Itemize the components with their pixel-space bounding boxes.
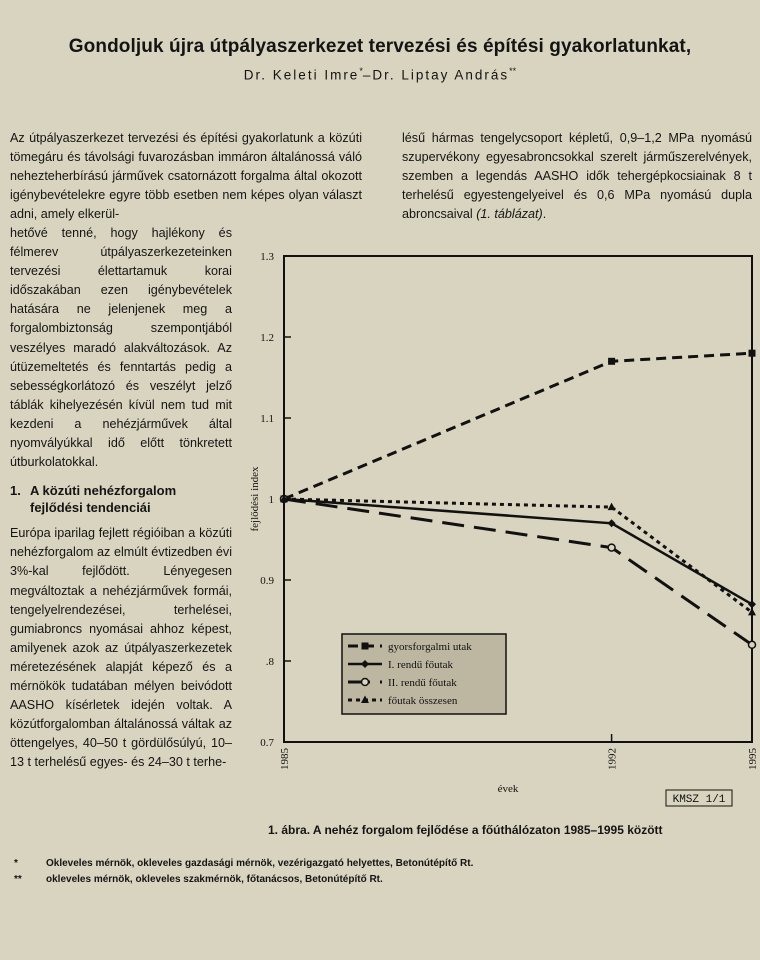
x-tick-label: 1985 (279, 748, 291, 770)
x-axis-label: évek (497, 783, 519, 795)
y-tick-label: 1 (268, 494, 274, 506)
article-title: Gondoljuk újra útpályaszerkezet tervezési és építési gyakorlatunkat, (68, 36, 692, 57)
y-tick-label: 0.9 (260, 575, 274, 587)
y-tick-label: 1.3 (260, 251, 274, 263)
table-reference[interactable]: (1. táblázat) (476, 207, 543, 222)
author-line (0, 66, 760, 83)
data-point (608, 544, 615, 551)
data-point (749, 350, 756, 357)
legend-marker (362, 679, 369, 686)
x-tick-label: 1995 (747, 748, 759, 770)
footnote-2-text: okleveles mérnök, okleveles szakmérnök, főtanácsos, Betonútépítő Rt. (46, 874, 383, 885)
author-liptay: Dr. Liptay András (372, 67, 510, 83)
line-chart (236, 244, 760, 814)
section-heading (10, 482, 232, 516)
right-paragraph-end: . (542, 207, 547, 222)
legend-entry: főutak összesen (388, 695, 458, 707)
footnote-1 (14, 856, 473, 872)
y-tick-label: 1.2 (260, 332, 274, 344)
footnote-mark-1: * (359, 66, 363, 76)
author-keleti: Dr. Keleti Imre (243, 67, 360, 83)
series-line-3 (284, 499, 752, 645)
series-line-2 (284, 499, 752, 604)
intro-paragraph: Az útpályaszerkezet tervezési és építési gyakorlatunk a közúti tömegáru és távolsági fuvarozásban immáron általánossá váló nehezteherbírású járművek csatornázott forgalma által okozott igénybevételekre egyre több esetben nem képes olyan választ adni, amely elkerül- (10, 131, 362, 222)
y-tick-label: 0.7 (260, 737, 274, 749)
left-column (10, 224, 232, 772)
data-point (608, 503, 616, 511)
left-paragraph: hetővé tenné, hogy hajlékony és félmerev útpályaszerkezeteinken tervezési élettartamuk korai időszakában ezen igénybevételek hatására ne jelenjenek meg a forgalombiztonság szempontjából veszélyes maradó alakváltozások. Az útüzemeltetés és fenntartás pedig a sebességkorlátozó és veszélyt jelző táblák kihelyezésén kívül nem tud mit kezdeni a nehézjárművek által nyomvályúkkal idő előtt tönkretett útburkolatokkal. (10, 226, 232, 470)
right-column (402, 129, 752, 224)
y-tick-label: .8 (265, 656, 274, 668)
footnotes (14, 856, 473, 888)
footnote-2 (14, 872, 473, 888)
figure-caption: 1. ábra. A nehéz forgalom fejlődése a főúthálózaton 1985–1995 között (268, 823, 663, 837)
legend-entry: gyorsforgalmi utak (388, 641, 472, 653)
footnote-1-mark: * (14, 858, 18, 869)
right-paragraph-text: lésű hármas tengelycsoport képletű, 0,9–1,2 MPa nyomású szupervékony egyesabroncsokkal szerelt járműszerelvények, szemben a legendás AASHO idők tehergépkocsiainak 8 t terhelésű egyestengelyeivel és 0,6 MPa nyomású dupla abroncsaival (402, 131, 752, 222)
legend-entry: I. rendű főutak (388, 659, 454, 671)
intro-text (10, 129, 362, 224)
y-axis-label: fejlődési index (249, 466, 261, 532)
section-title-line1: A közúti nehézforgalom (30, 483, 177, 499)
right-paragraph (402, 129, 752, 224)
author-separator: – (362, 67, 373, 83)
section-title-line2: fejlődési tendenciái (30, 500, 151, 516)
legend-marker (362, 643, 369, 650)
figure (236, 244, 760, 814)
section-paragraph: Európa iparilag fejlett régióiban a közúti nehézforgalom az elmúlt évtizedben évi 3%-kal fejlődött. Lényegesen megváltoztak a nehézjárművek formái, tengelyelrendezései, terhelései, gumiabroncs nyomásai ahhoz képest, amilyenek azok az útpályaszerkezetek méretezésének alapját képező és a mérnökök tudatában mélyen beivódott AASHO kísérletek idején voltak. A közútforgalomban általánossá váltak az öttengelyes, 40–50 t gördülősúlyú, 10–13 t terhelésű egyes- és 24–30 t terhe- (10, 526, 232, 770)
legend-entry: II. rendű főutak (388, 677, 457, 689)
footnote-1-text: Okleveles mérnök, okleveles gazdasági mérnök, vezérigazgató helyettes, Betonútépítő Rt. (46, 858, 474, 869)
data-point (608, 358, 615, 365)
section-number: 1. (10, 483, 21, 499)
x-tick-label: 1992 (606, 748, 619, 770)
series-line-1 (284, 353, 752, 499)
y-tick-label: 1.1 (260, 413, 274, 425)
footnote-2-mark: ** (14, 874, 22, 885)
footnote-mark-2: ** (509, 66, 517, 76)
figure-stamp: KMSZ 1/1 (672, 794, 726, 806)
data-point (749, 641, 756, 648)
